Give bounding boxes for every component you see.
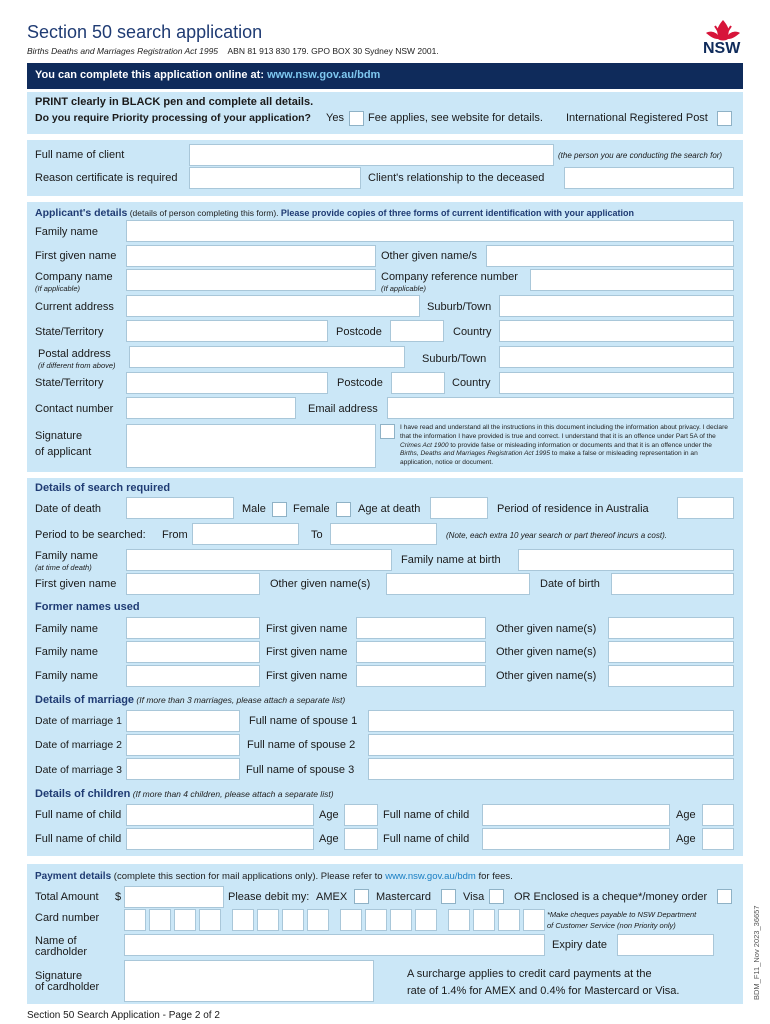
former-family-name-label: Family name — [35, 646, 98, 658]
date-of-death-input[interactable] — [126, 497, 234, 519]
applicant-family-name-input[interactable] — [126, 220, 734, 242]
priority-yes-checkbox[interactable] — [349, 111, 364, 126]
card-digit-box[interactable] — [498, 909, 520, 931]
spouse-name-input[interactable] — [368, 710, 734, 732]
applicant-note: (details of person completing this form). — [127, 208, 281, 218]
deceased-family-name-hint: (at time of death) — [35, 563, 92, 572]
visa-checkbox[interactable] — [489, 889, 504, 904]
period-residence-input[interactable] — [677, 497, 734, 519]
former-names-heading: Former names used — [35, 601, 140, 613]
from-input[interactable] — [192, 523, 299, 545]
spouse-name-label: Full name of spouse 2 — [247, 739, 356, 751]
mastercard-checkbox[interactable] — [441, 889, 456, 904]
card-digit-box[interactable] — [232, 909, 254, 931]
card-digit-box[interactable] — [282, 909, 304, 931]
date-of-death-label: Date of death — [35, 503, 102, 515]
marriage-date-input[interactable] — [126, 710, 240, 732]
applicant-id-note: Please provide copies of three forms of current identification with your application — [280, 208, 634, 218]
company-name-label: Company name — [35, 271, 113, 283]
deceased-family-name-label: Family name — [35, 550, 98, 562]
mastercard-label: Mastercard — [376, 891, 432, 903]
intl-post-label: International Registered Post — [566, 112, 708, 124]
children-note: (If more than 4 children, please attach a separate list) — [130, 789, 334, 799]
applicant-other-names-input[interactable] — [486, 245, 734, 267]
postal-address-hint: (if different from above) — [38, 361, 116, 370]
total-amount-label: Total Amount — [35, 891, 99, 903]
male-label: Male — [242, 503, 266, 515]
child-age-input[interactable] — [702, 828, 734, 850]
cheque-note-2b: (non Priority only) — [614, 921, 676, 930]
card-digit-box[interactable] — [473, 909, 495, 931]
email-input[interactable] — [387, 397, 734, 419]
marriage-heading-text: Details of marriage — [35, 694, 135, 706]
former-other-names-label: Other given name(s) — [496, 646, 597, 658]
client-full-name-input[interactable] — [189, 144, 554, 166]
period-searched-label: Period to be searched: — [35, 529, 146, 541]
abn-address: ABN 81 913 830 179. GPO BOX 30 Sydney NSW 2001. — [227, 46, 439, 56]
decl-part-3: to make a false or misleading representation in an application, notice or document. — [400, 450, 698, 467]
postal-address-label: Postal address — [38, 348, 111, 360]
child-name-input[interactable] — [482, 804, 670, 826]
child-age-label: Age — [676, 809, 696, 821]
company-ref-input[interactable] — [530, 269, 734, 291]
former-first-name-label: First given name — [266, 646, 348, 658]
applicant-signature-label: Signature — [35, 430, 83, 442]
age-at-death-label: Age at death — [358, 503, 421, 515]
relationship-input[interactable] — [564, 167, 734, 189]
former-other-names-label: Other given name(s) — [496, 670, 597, 682]
period-residence-label: Period of residence in Australia — [497, 503, 649, 515]
cardholder-name-label-2: cardholder — [35, 946, 87, 958]
decl-crimes-act: Crimes Act 1900 — [400, 441, 449, 449]
company-name-hint: (If applicable) — [35, 284, 81, 293]
company-ref-hint: (If applicable) — [381, 284, 427, 293]
marriage-date-label: Date of marriage 3 — [35, 764, 122, 776]
to-input[interactable] — [330, 523, 437, 545]
suburb-label-1: Suburb/Town — [427, 301, 492, 313]
spouse-name-input[interactable] — [368, 758, 734, 780]
cheque-note-1a: *Make cheques payable to — [547, 910, 638, 919]
relationship-label: Client's relationship to the deceased — [368, 172, 545, 184]
company-name-input[interactable] — [126, 269, 376, 291]
applicant-signature-box[interactable] — [126, 424, 376, 468]
marriage-date-label: Date of marriage 2 — [35, 739, 122, 751]
postcode-input-2[interactable] — [391, 372, 445, 394]
intl-post-checkbox[interactable] — [717, 111, 732, 126]
applicant-heading — [35, 207, 634, 219]
deceased-first-name-input[interactable] — [126, 573, 260, 595]
current-address-input[interactable] — [126, 295, 420, 317]
child-name-label: Full name of child — [383, 833, 470, 845]
cheque-checkbox[interactable] — [717, 889, 732, 904]
decl-part-2: to provide false or misleading information or documents and that it is an offence under the — [448, 441, 712, 449]
reason-label: Reason certificate is required — [35, 172, 178, 184]
cheque-label: OR Enclosed is a cheque*/money order — [514, 891, 708, 903]
client-full-name-label: Full name of client — [35, 149, 125, 161]
country-input-2[interactable] — [499, 372, 734, 394]
date-of-birth-label: Date of birth — [540, 578, 600, 590]
state-input-1[interactable] — [126, 320, 328, 342]
card-digit-box[interactable] — [390, 909, 412, 931]
suburb-label-2: Suburb/Town — [422, 353, 487, 365]
former-first-name-label: First given name — [266, 670, 348, 682]
priority-question: Do you require Priority processing of your application? — [35, 112, 311, 124]
debit-label: Please debit my: — [228, 891, 310, 903]
child-name-input[interactable] — [126, 804, 314, 826]
country-label-2: Country — [452, 377, 491, 389]
card-digit-box[interactable] — [365, 909, 387, 931]
former-first-name-label: First given name — [266, 623, 348, 635]
print-instruction: PRINT clearly in BLACK pen and complete all details. — [35, 96, 314, 108]
former-first-name-input[interactable] — [356, 617, 486, 639]
family-name-birth-label: Family name at birth — [401, 554, 501, 566]
banner-link[interactable]: www.nsw.gov.au/bdm — [267, 69, 381, 81]
cardholder-signature-label: Signature — [35, 970, 83, 982]
former-other-names-input[interactable] — [608, 617, 734, 639]
card-digit-box[interactable] — [124, 909, 146, 931]
card-digit-box[interactable] — [199, 909, 221, 931]
surcharge-line-2: rate of 1.4% for AMEX and 0.4% for Mastercard or Visa. — [407, 985, 680, 997]
card-digit-box[interactable] — [307, 909, 329, 931]
marriage-date-input[interactable] — [126, 758, 240, 780]
card-number-label: Card number — [35, 912, 100, 924]
amex-label: AMEX — [316, 891, 348, 903]
marriage-date-label: Date of marriage 1 — [35, 715, 122, 727]
client-note: (the person you are conducting the search for) — [558, 151, 723, 160]
card-digit-box[interactable] — [415, 909, 437, 931]
cheque-note-line2 — [547, 921, 676, 930]
state-label-1: State/Territory — [35, 326, 104, 338]
deceased-first-name-label: First given name — [35, 578, 117, 590]
child-age-label: Age — [676, 833, 696, 845]
deceased-other-names-label: Other given name(s) — [270, 578, 371, 590]
declaration-text — [400, 424, 730, 468]
spouse-name-input[interactable] — [368, 734, 734, 756]
payment-note-b: for fees. — [475, 871, 513, 882]
marriage-heading — [35, 694, 345, 706]
suburb-input-1[interactable] — [499, 295, 734, 317]
cardholder-name-label: Name of — [35, 935, 77, 947]
visa-label: Visa — [463, 891, 485, 903]
marriage-note: (If more than 3 marriages, please attach a separate list) — [134, 695, 346, 705]
state-input-2[interactable] — [126, 372, 328, 394]
applicant-first-name-label: First given name — [35, 250, 117, 262]
former-family-name-input[interactable] — [126, 665, 260, 687]
banner-text: You can complete this application online at: — [35, 69, 268, 81]
spouse-name-label: Full name of spouse 1 — [249, 715, 358, 727]
child-name-input[interactable] — [482, 828, 670, 850]
reason-input[interactable] — [189, 167, 361, 189]
children-heading — [35, 788, 334, 800]
marriage-date-input[interactable] — [126, 734, 240, 756]
payment-heading-text: Payment details — [35, 871, 112, 882]
state-label-2: State/Territory — [35, 377, 104, 389]
email-label: Email address — [308, 403, 378, 415]
postcode-label-1: Postcode — [336, 326, 382, 338]
contact-number-input[interactable] — [126, 397, 296, 419]
expiry-date-label: Expiry date — [552, 939, 608, 951]
contact-number-label: Contact number — [35, 403, 114, 415]
nsw-logo-text: NSW — [703, 40, 741, 57]
child-age-input[interactable] — [344, 804, 378, 826]
payment-note-a: (complete this section for mail applications only). Please refer to — [111, 871, 386, 882]
online-banner — [27, 63, 743, 89]
dollar-sign: $ — [115, 891, 122, 903]
cardholder-signature-box[interactable] — [124, 960, 374, 1002]
card-digit-box[interactable] — [149, 909, 171, 931]
card-digit-box[interactable] — [523, 909, 545, 931]
former-first-name-input[interactable] — [356, 641, 486, 663]
former-family-name-label: Family name — [35, 670, 98, 682]
postcode-label-2: Postcode — [337, 377, 383, 389]
former-other-names-label: Other given name(s) — [496, 623, 597, 635]
spouse-name-label: Full name of spouse 3 — [246, 764, 355, 776]
total-amount-input[interactable] — [124, 886, 224, 908]
date-of-birth-input[interactable] — [611, 573, 734, 595]
page-footer: Section 50 Search Application - Page 2 of 2 — [27, 1010, 220, 1021]
decl-part-1: I have read and understand all the instructions in this document including the information about privacy. I declare that the information I have provided is true and correct. I understand that it is an offence under Part 5A of the — [400, 424, 728, 440]
age-at-death-input[interactable] — [430, 497, 488, 519]
search-cost-note: (Note, each extra 10 year search or part thereof incurs a cost). — [446, 531, 667, 540]
children-heading-text: Details of children — [35, 788, 131, 800]
suburb-input-2[interactable] — [499, 346, 734, 368]
search-heading: Details of search required — [35, 482, 171, 494]
former-first-name-input[interactable] — [356, 665, 486, 687]
applicant-family-name-label: Family name — [35, 226, 98, 238]
child-name-label: Full name of child — [35, 809, 122, 821]
card-digit-box[interactable] — [257, 909, 279, 931]
company-ref-label: Company reference number — [381, 271, 518, 283]
payment-heading — [35, 871, 513, 882]
former-family-name-input[interactable] — [126, 617, 260, 639]
former-other-names-input[interactable] — [608, 641, 734, 663]
family-name-birth-input[interactable] — [518, 549, 734, 571]
applicant-heading-text: Applicant's details — [35, 207, 128, 219]
country-input-1[interactable] — [499, 320, 734, 342]
child-name-input[interactable] — [126, 828, 314, 850]
applicant-other-names-label: Other given name/s — [381, 250, 477, 262]
priority-yes-label: Yes — [326, 112, 344, 124]
applicant-first-name-input[interactable] — [126, 245, 376, 267]
former-family-name-label: Family name — [35, 623, 98, 635]
child-name-label: Full name of child — [35, 833, 122, 845]
cheque-note-line1 — [547, 910, 696, 919]
deceased-family-name-input[interactable] — [126, 549, 392, 571]
expiry-date-input[interactable] — [617, 934, 714, 956]
surcharge-line-1: A surcharge applies to credit card payments at the — [407, 968, 652, 980]
card-digit-box[interactable] — [174, 909, 196, 931]
child-age-input[interactable] — [344, 828, 378, 850]
fee-note: Fee applies, see website for details. — [368, 112, 543, 124]
act-name: Births Deaths and Marriages Registration Act 1995 — [27, 46, 219, 56]
nsw-logo — [700, 18, 746, 60]
male-checkbox[interactable] — [272, 502, 287, 517]
payment-link[interactable]: www.nsw.gov.au/bdm — [385, 871, 476, 882]
child-age-input[interactable] — [702, 804, 734, 826]
card-digit-box[interactable] — [340, 909, 362, 931]
cheque-note-1b: NSW Department — [637, 910, 697, 919]
country-label-1: Country — [453, 326, 492, 338]
cardholder-name-input[interactable] — [124, 934, 545, 956]
female-checkbox[interactable] — [336, 502, 351, 517]
deceased-other-names-input[interactable] — [386, 573, 530, 595]
to-label: To — [311, 529, 323, 541]
former-family-name-input[interactable] — [126, 641, 260, 663]
female-label: Female — [293, 503, 330, 515]
amex-checkbox[interactable] — [354, 889, 369, 904]
current-address-label: Current address — [35, 301, 114, 313]
header-subtitle — [27, 46, 439, 56]
child-name-label: Full name of child — [383, 809, 470, 821]
applicant-signature-label-2: of applicant — [35, 446, 92, 458]
cheque-note-2a: of Customer Service — [547, 921, 615, 930]
card-digit-box[interactable] — [448, 909, 470, 931]
child-age-label: Age — [319, 809, 339, 821]
declaration-checkbox[interactable] — [380, 424, 395, 439]
former-other-names-input[interactable] — [608, 665, 734, 687]
cardholder-signature-label-2: of cardholder — [35, 981, 100, 993]
decl-bdm-act: Births, Deaths and Marriages Registration Act 1995 — [400, 450, 551, 458]
child-age-label: Age — [319, 833, 339, 845]
postal-address-input[interactable] — [129, 346, 405, 368]
from-label: From — [162, 529, 188, 541]
page-title: Section 50 search application — [27, 22, 263, 42]
postcode-input-1[interactable] — [390, 320, 444, 342]
form-code: BDM_F11_Nov 2023_36657 — [752, 905, 761, 1000]
